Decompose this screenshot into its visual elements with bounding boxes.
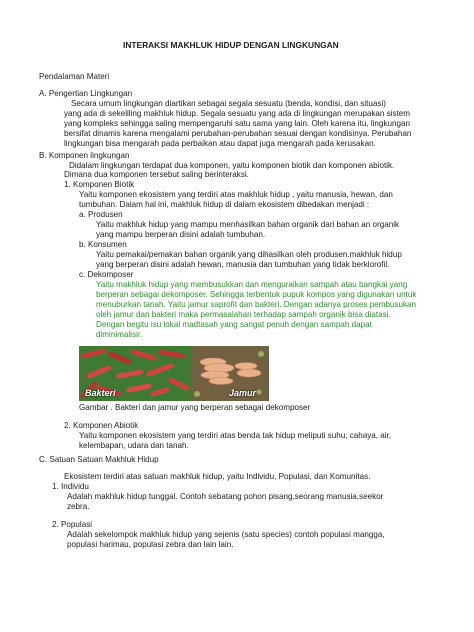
individu-heading: 1. Individu — [52, 482, 89, 491]
section-a-line: yang kompleks sehingga saling mempengaruhi satu sama yang lain. Oleh karena itu, lingkungan — [64, 119, 410, 128]
biotik-line: Yaitu komponen ekosistem yang terdiri atas makhluk hidup , yaitu manusia, hewan, dan — [79, 190, 393, 199]
biotik-heading: 1. Komponen Biotik — [64, 180, 135, 189]
bacteria-label: Bakteri — [85, 388, 116, 398]
abiotik-heading: 2. Komponen Abiotik — [64, 421, 139, 430]
populasi-line: Adalah sekelompok makhluk hidup yang sejenis (satu species) contoh populasi mangga, — [67, 530, 385, 539]
section-c-heading: C. Satuan Satuan Makhluk Hidup — [39, 455, 159, 464]
figure-caption: Gambar . Bakteri dan jamur yang berperan sebagai dekomposer — [79, 403, 311, 412]
document-title: INTERAKSI MAKHLUK HIDUP DENGAN LINGKUNGAN — [123, 40, 339, 50]
dekomposer-heading: c. Dekomposer — [79, 270, 134, 279]
populasi-heading: 2. Populasi — [52, 520, 93, 529]
konsumen-heading: b. Konsumen — [79, 240, 127, 249]
section-b-heading: B. Komponen lingkungan — [39, 151, 130, 160]
abiotik-line: kelembapan, udara dan tanah. — [79, 441, 189, 450]
dekomposer-line: diminimalisir. — [96, 330, 143, 339]
dekomposer-line: Yaitu makhluk hidup yang membusukkan dan menguraikan sampah atau bangkai yang — [96, 280, 408, 289]
section-a-line: Secara umum lingkungan diartikan sebagai segala sesuatu (benda, kondisi, dan situasi) — [71, 99, 386, 108]
dekomposer-line: berperan sebagai dekomposer. Sehingga terbentuk pupuk kompos yang digunakan untuk — [96, 290, 417, 299]
individu-line: zebra. — [67, 502, 90, 511]
biotik-line: tumbuhan. Dalam hal ini, makhluk hidup di dalam ekosistem dibedakan menjadi : — [79, 200, 370, 209]
fungi-image — [191, 346, 269, 401]
produsen-line: yang mampu berperan disini adalah tumbuhan. — [96, 230, 266, 239]
bacteria-image — [79, 346, 191, 401]
fungi-label: Jamur — [229, 388, 257, 398]
dekomposer-line: Dengan begitu isu lokal madtasah yang sangat penuh dengan sampah dapat — [96, 320, 372, 329]
dekomposer-line: menuburkan tanah. Yaitu jamur saprofit dan bakteri. Dengan adanya proses pembusukan — [96, 300, 417, 309]
konsumen-line: yang berperan disini adalah hewan, manusia dan tumbuhan yang tidak berklorofil. — [96, 260, 390, 269]
konsumen-line: Yaitu pemakai/pemakan bahan organik yang dihasilkan oleh produsen.makhluk hidup — [96, 250, 402, 259]
individu-line: Adalah makhluk hidup tunggal. Contoh sebatang pohon pisang,seorang manusia,seekor — [67, 492, 384, 501]
abiotik-line: Yaitu komponen ekosistem yang terdiri atas benda tak hidup meliputi suhu, cahaya, air, — [79, 431, 392, 440]
section-b-intro: Didalam lingkungan terdapat dua komponen, yaitu komponen biotik dan komponen abiotik. — [69, 161, 395, 170]
section-b-intro: Dimana dua komponen tersebut saling berinteraksi. — [64, 170, 249, 179]
section-a-heading: A. Pengertian Lingkungan — [39, 89, 133, 98]
section-c-intro: Ekosistem terdiri atas satuan makhluk hidup, yaitu Individu, Populasi, dan Komunitas. — [64, 472, 371, 481]
dekomposer-line: oleh jamur dan bakteri maka permasalahan terhadap sampah organik bisa diatasi. — [96, 310, 391, 319]
produsen-line: Yaitu makhluk hidup yang mampu menhasilkan bahan organik dari bahan an organik — [96, 220, 400, 229]
populasi-line: populasi harimau, populasi zebra dan lain lain. — [67, 540, 234, 549]
pendalaman-label: Pendalaman Materi — [39, 72, 110, 81]
section-a-line: bersifat dinamis karena mengalami perubahan-perubahan sesuai dengan kondisinya. Perubahan — [64, 129, 412, 138]
produsen-heading: a. Produsen — [79, 210, 123, 219]
section-a-line: yang ada di sekeliling makhluk hidup. Segala sesuatu yang ada di lingkungan merupakan sistem — [64, 109, 411, 118]
section-a-line: lingkungan bisa mengarah pada perbaikan atau dapat juga mengarah pada kerusakan. — [64, 139, 376, 148]
